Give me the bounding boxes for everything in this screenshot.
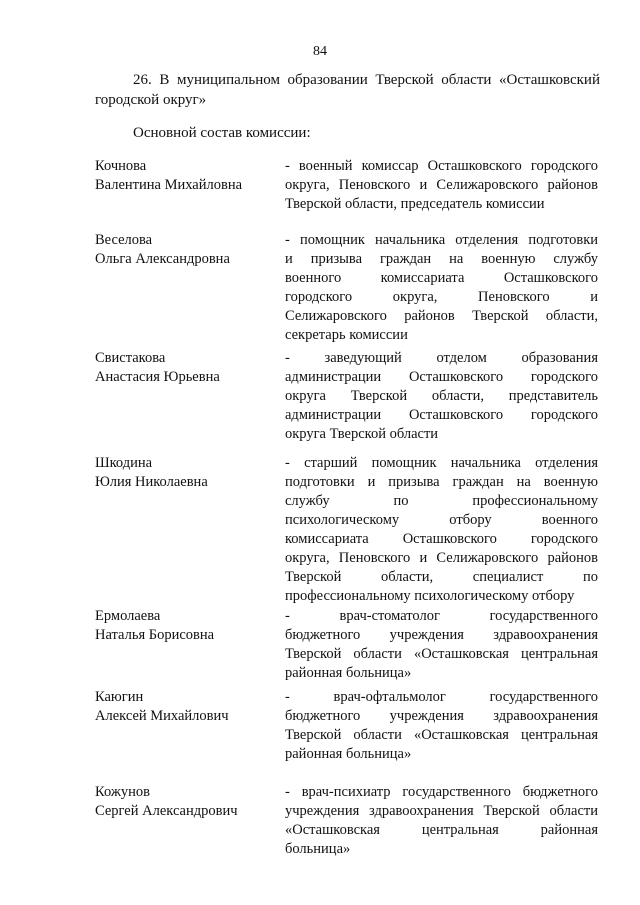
position-line: Тверской области «Осташковская центральная: [285, 646, 598, 662]
member-entry: [95, 688, 600, 764]
position-line: подготовки и призыва граждан на военную: [285, 474, 598, 490]
position-line: - врач-стоматолог государственного: [285, 608, 598, 624]
member-surname: Веселова: [95, 232, 153, 248]
position-line: - военный комиссар Осташковского городского: [285, 158, 598, 174]
position-line: профессиональному психологическому отбору: [285, 588, 575, 604]
position-line: военного комиссариата Осташковского: [285, 270, 598, 286]
member-position: [285, 688, 598, 764]
member-position: [285, 454, 598, 606]
member-entry: [95, 349, 600, 444]
position-line: районная больница»: [285, 665, 412, 681]
member-position: [285, 607, 598, 683]
member-position: [285, 157, 598, 214]
position-line: Тверской области «Осташковская центральная: [285, 727, 598, 743]
position-line: секретарь комиссии: [285, 327, 408, 343]
position-line: учреждения здравоохранения Тверской области: [285, 803, 598, 819]
member-name: [95, 783, 285, 859]
position-line: Тверской области, председатель комиссии: [285, 196, 545, 212]
position-line: городского округа, Пеновского и: [285, 289, 598, 305]
member-surname: Кожунов: [95, 784, 150, 800]
subheading: Основной состав комиссии:: [133, 125, 311, 141]
position-line: округа, Пеновского и Селижаровского районов: [285, 550, 598, 566]
member-given-names: Наталья Борисовна: [95, 627, 215, 643]
position-line: - врач-психиатр государственного бюджетного: [285, 784, 598, 800]
member-name: [95, 349, 285, 444]
section-heading: 26. В муниципальном образовании Тверской области «Осташковский городской округ»: [95, 72, 600, 108]
member-given-names: Юлия Николаевна: [95, 474, 208, 490]
position-line: службу по профессиональному: [285, 493, 598, 509]
position-line: - врач-офтальмолог государственного: [285, 689, 598, 705]
member-given-names: Валентина Михайловна: [95, 177, 243, 193]
member-entry: [95, 783, 600, 859]
member-name: [95, 454, 285, 606]
member-entry: [95, 454, 600, 606]
member-surname: Ермолаева: [95, 608, 161, 624]
member-given-names: Ольга Александровна: [95, 251, 230, 267]
member-surname: Каюгин: [95, 689, 144, 705]
position-line: бюджетного учреждения здравоохранения: [285, 708, 598, 724]
position-line: психологическому отбору военного: [285, 512, 598, 528]
member-given-names: Сергей Александрович: [95, 803, 238, 819]
member-position: [285, 349, 598, 444]
position-line: - помощник начальника отделения подготовки: [285, 232, 598, 248]
position-line: бюджетного учреждения здравоохранения: [285, 627, 598, 643]
position-line: - старший помощник начальника отделения: [285, 455, 598, 471]
member-given-names: Алексей Михайлович: [95, 708, 229, 724]
member-name: [95, 157, 285, 214]
member-surname: Шкодина: [95, 455, 153, 471]
member-position: [285, 231, 598, 345]
member-given-names: Анастасия Юрьевна: [95, 369, 220, 385]
position-line: округа Тверской области, представитель: [285, 388, 598, 404]
position-line: и призыва граждан на военную службу: [285, 251, 598, 267]
position-line: больница»: [285, 841, 351, 857]
position-line: округа Тверской области: [285, 426, 439, 442]
member-position: [285, 783, 598, 859]
member-entry: [95, 607, 600, 683]
page-number: 84: [313, 44, 327, 59]
position-line: «Осташковская центральная районная: [285, 822, 598, 838]
position-line: - заведующий отделом образования: [285, 350, 598, 366]
position-line: округа, Пеновского и Селижаровского районов: [285, 177, 598, 193]
position-line: районная больница»: [285, 746, 412, 762]
member-entry: [95, 157, 600, 214]
position-line: Селижаровского районов Тверской области,: [285, 308, 598, 324]
position-line: Тверской области, специалист по: [285, 569, 598, 585]
member-name: [95, 607, 285, 683]
position-line: комиссариата Осташковского городского: [285, 531, 598, 547]
member-entry: [95, 231, 600, 345]
member-name: [95, 231, 285, 345]
member-surname: Свистакова: [95, 350, 166, 366]
position-line: администрации Осташковского городского: [285, 369, 598, 385]
member-surname: Кочнова: [95, 158, 147, 174]
member-name: [95, 688, 285, 764]
position-line: администрации Осташковского городского: [285, 407, 598, 423]
